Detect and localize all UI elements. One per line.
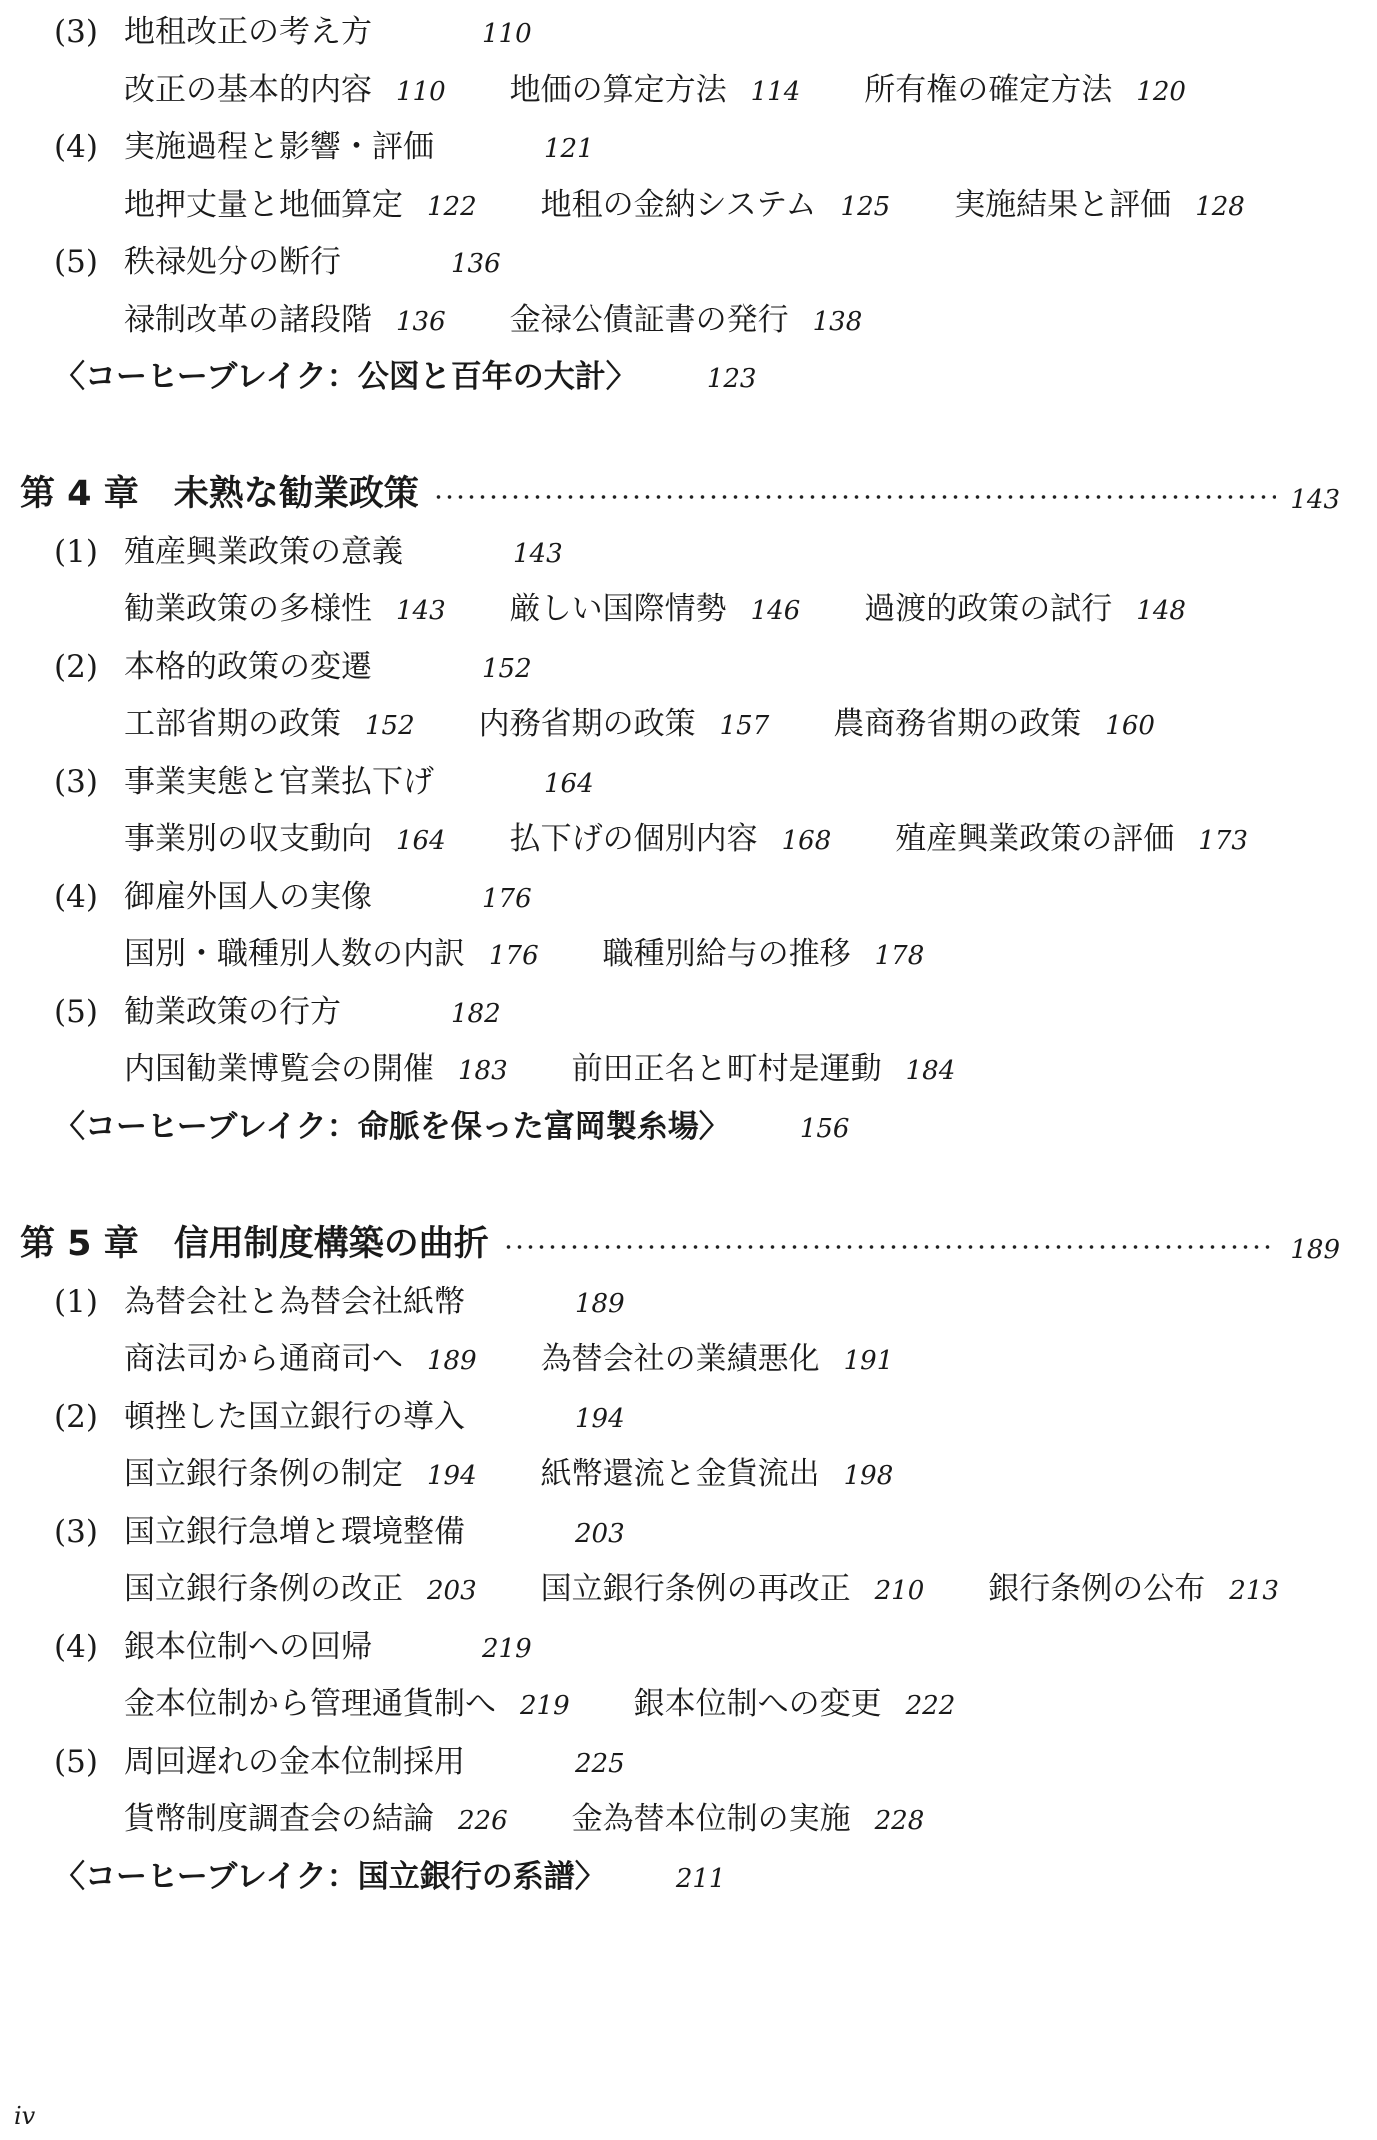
toc-entry[interactable]: 国立銀行条例の再改正 210 [540, 1571, 925, 1607]
toc-entry[interactable]: 前田正名と町村是運動 184 [571, 1051, 956, 1087]
toc-entry[interactable]: 工部省期の政策 152 [124, 706, 415, 742]
toc-entry[interactable]: 金為替本位制の実施 228 [571, 1801, 925, 1837]
toc-entry[interactable]: 禄制改革の諸段階 136 [124, 302, 446, 338]
toc-subsection-line [124, 185, 1309, 225]
toc-section-3-5[interactable]: (5) 秩禄処分の断行 136 [54, 244, 501, 280]
toc-section-5-4[interactable]: (4) 銀本位制への回帰 219 [54, 1629, 532, 1665]
toc-entry[interactable]: 事業別の収支動向 164 [124, 821, 446, 857]
toc-subsection-line [124, 1684, 1019, 1724]
leader-dots [433, 495, 1277, 499]
leader-dots [503, 1245, 1277, 1249]
toc-section-4-4[interactable]: (4) 御雇外国人の実像 176 [54, 879, 532, 915]
toc-subsection-line [124, 300, 926, 340]
toc-section-5-5[interactable]: (5) 周回遅れの金本位制採用 225 [54, 1744, 625, 1780]
toc-subsection-line [124, 1454, 957, 1494]
toc-entry[interactable]: 地押丈量と地価算定 122 [124, 187, 477, 223]
toc-entry[interactable]: 金禄公債証書の発行 138 [509, 302, 863, 338]
toc-section-4-1[interactable]: (1) 殖産興業政策の意義 143 [54, 534, 563, 570]
toc-entry[interactable]: 地価の算定方法 114 [509, 72, 801, 108]
toc-entry[interactable]: 国立銀行条例の制定 194 [124, 1456, 477, 1492]
toc-subsection-line [124, 1569, 1343, 1609]
toc-entry[interactable]: 国別・職種別人数の内訳 176 [124, 936, 539, 972]
toc-subsection-line [124, 1339, 957, 1379]
toc-entry[interactable]: 商法司から通商司へ 189 [124, 1341, 477, 1377]
coffee-break-chapter-4[interactable]: 〈コーヒーブレイク：命脈を保った富岡製糸場〉 156 [54, 1109, 850, 1145]
toc-subsection-line [124, 1049, 1019, 1089]
toc-entry[interactable]: 改正の基本的内容 110 [124, 72, 446, 108]
toc-entry[interactable]: 紙幣還流と金貨流出 198 [540, 1456, 894, 1492]
toc-section-3-3[interactable]: (3) 地租改正の考え方 110 [54, 14, 532, 50]
toc-section-4-5[interactable]: (5) 勧業政策の行方 182 [54, 994, 501, 1030]
toc-section-3-4[interactable]: (4) 実施過程と影響・評価 121 [54, 129, 594, 165]
page-folio: iv [14, 2102, 36, 2130]
toc-entry[interactable]: 銀本位制への変更 222 [633, 1686, 956, 1722]
chapter-4-heading[interactable]: 第 4 章 未熟な勧業政策 143 [20, 474, 1340, 515]
toc-entry[interactable]: 地租の金納システム 125 [540, 187, 891, 223]
toc-section-4-2[interactable]: (2) 本格的政策の変遷 152 [54, 649, 532, 685]
toc-entry[interactable]: 所有権の確定方法 120 [864, 72, 1186, 108]
coffee-break-chapter-5[interactable]: 〈コーヒーブレイク：国立銀行の系譜〉 211 [54, 1859, 726, 1895]
coffee-break-chapter-3[interactable]: 〈コーヒーブレイク：公図と百年の大計〉 123 [54, 359, 757, 395]
toc-subsection-line [124, 934, 988, 974]
toc-subsection-line [124, 589, 1250, 629]
toc-subsection-line [124, 819, 1312, 859]
toc-section-5-2[interactable]: (2) 頓挫した国立銀行の導入 194 [54, 1399, 625, 1435]
toc-subsection-line [124, 70, 1250, 110]
toc-entry[interactable]: 殖産興業政策の評価 173 [895, 821, 1248, 857]
toc-entry[interactable]: 内務省期の政策 157 [478, 706, 770, 742]
toc-entry[interactable]: 過渡的政策の試行 148 [864, 591, 1186, 627]
toc-entry[interactable]: 厳しい国際情勢 146 [509, 591, 801, 627]
toc-entry[interactable]: 国立銀行条例の改正 203 [124, 1571, 477, 1607]
toc-entry[interactable]: 銀行条例の公布 213 [988, 1571, 1279, 1607]
toc-entry[interactable]: 勧業政策の多様性 143 [124, 591, 446, 627]
toc-section-5-1[interactable]: (1) 為替会社と為替会社紙幣 189 [54, 1284, 625, 1320]
toc-entry[interactable]: 実施結果と評価 128 [954, 187, 1245, 223]
toc-subsection-line [124, 1799, 988, 1839]
toc-section-4-3[interactable]: (3) 事業実態と官業払下げ 164 [54, 764, 594, 800]
toc-entry[interactable]: 職種別給与の推移 178 [602, 936, 925, 972]
toc-entry[interactable]: 払下げの個別内容 168 [509, 821, 832, 857]
toc-entry[interactable]: 為替会社の業績悪化 191 [540, 1341, 894, 1377]
chapter-5-heading[interactable]: 第 5 章 信用制度構築の曲折 189 [20, 1224, 1340, 1265]
toc-section-5-3[interactable]: (3) 国立銀行急増と環境整備 203 [54, 1514, 625, 1550]
toc-entry[interactable]: 金本位制から管理通貨制へ 219 [124, 1686, 570, 1722]
toc-entry[interactable]: 内国勧業博覧会の開催 183 [124, 1051, 508, 1087]
toc-entry[interactable]: 貨幣制度調査会の結論 226 [124, 1801, 508, 1837]
toc-subsection-line [124, 704, 1219, 744]
toc-entry[interactable]: 農商務省期の政策 160 [833, 706, 1155, 742]
